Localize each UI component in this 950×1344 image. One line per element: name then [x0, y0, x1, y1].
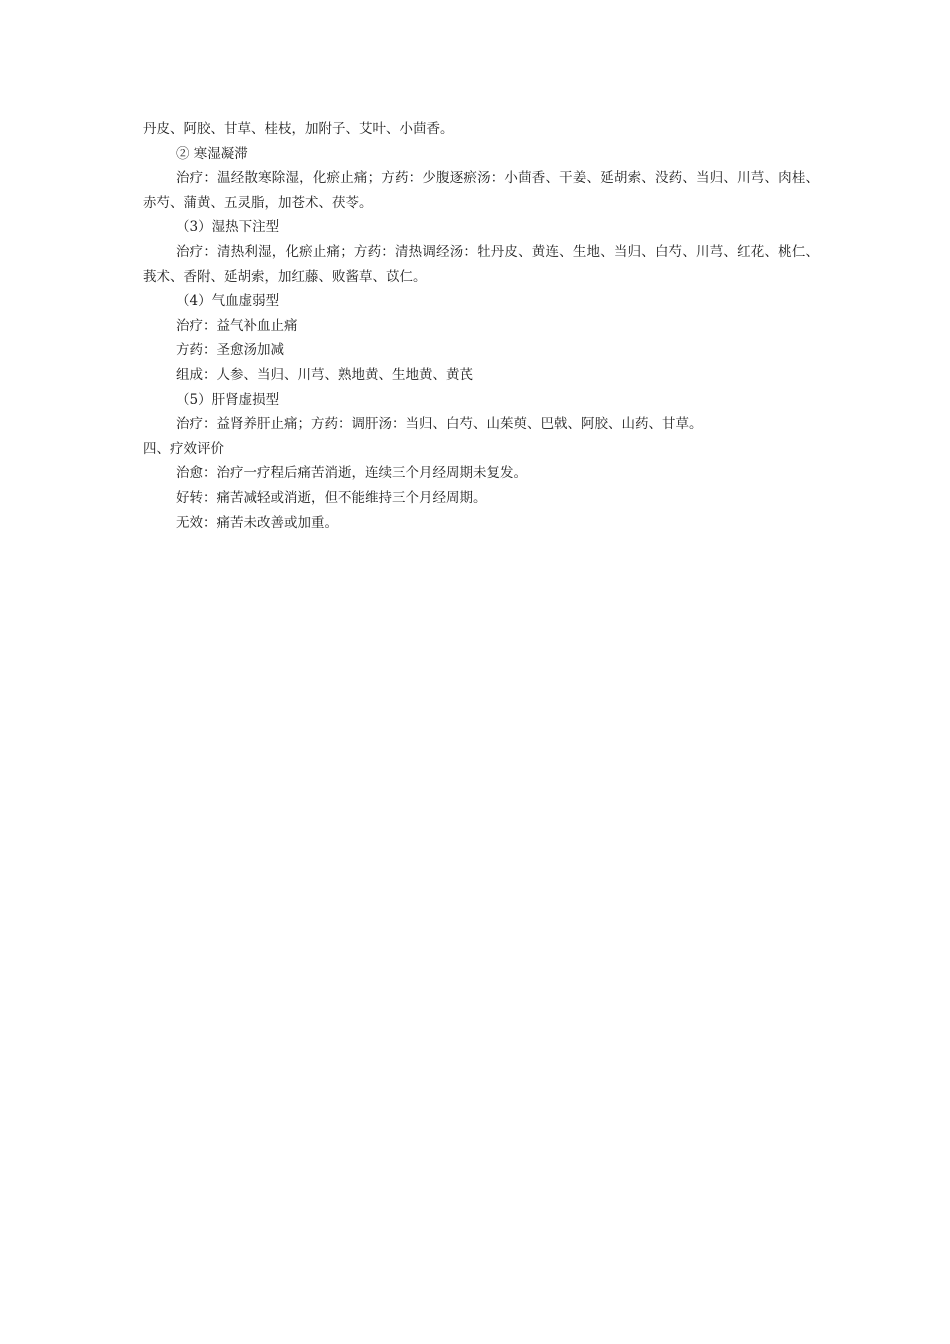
subheading-qi-blood-deficiency: （4）气血虚弱型	[176, 293, 280, 310]
text-line: 好转：痛苦减轻或消逝，但不能维持三个月经周期。	[176, 489, 487, 506]
text-line: 丹皮、阿胶、甘草、桂枝，加附子、艾叶、小茴香。	[143, 121, 454, 137]
section-heading-efficacy: 四、疗效评价	[143, 440, 224, 457]
text-line: 方药：圣愈汤加减	[176, 342, 284, 359]
text-line: 无效：痛苦未改善或加重。	[176, 514, 338, 531]
text-line: 治疗：益气补血止痛	[176, 317, 298, 334]
text-line: 治愈：治疗一疗程后痛苦消逝，连续三个月经周期未复发。	[176, 465, 527, 482]
subheading-liver-kidney: （5）肝肾虚损型	[176, 391, 280, 408]
subheading-damp-heat: （3）湿热下注型	[176, 219, 280, 236]
paragraph-cold-damp-treatment: 治疗：温经散寒除湿，化瘀止痛；方药：少腹逐瘀汤：小茴香、干姜、延胡索、没药、当归、川芎、肉桂、赤芍、蒲黄、五灵脂，加苍术、茯苓。	[143, 170, 819, 211]
paragraph-damp-heat-treatment: 治疗：清热利湿，化瘀止痛；方药：清热调经汤：牡丹皮、黄连、生地、当归、白芍、川芎、红花、桃仁、莪术、香附、延胡索，加红藤、败酱草、苡仁。	[143, 243, 819, 285]
text-line: 治疗：益肾养肝止痛；方药：调肝汤：当归、白芍、山茱萸、巴戟、阿胶、山药、甘草。	[176, 416, 703, 433]
text-line: 组成：人参、当归、川芎、熟地黄、生地黄、黄芪	[176, 366, 473, 383]
document-body	[143, 117, 819, 535]
subheading-cold-damp: ② 寒湿凝滞	[176, 145, 248, 162]
